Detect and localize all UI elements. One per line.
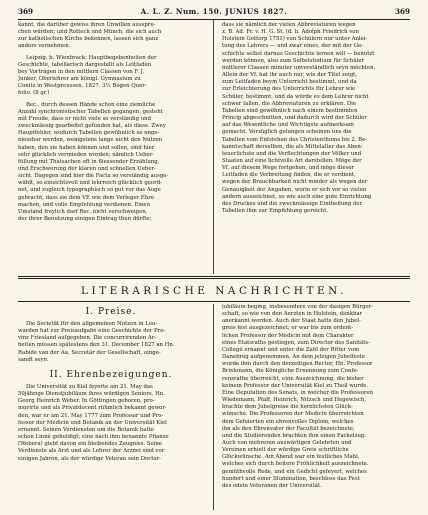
- section-title: LITERARISCHE NACHRICHTEN.: [81, 285, 347, 297]
- text-line: und Erschwerung der klaren und schnellen Ueber-: [18, 165, 156, 172]
- text-line: Umstand freylich darf Rec. nicht verschweigen,: [18, 208, 148, 215]
- page-number-right: 369: [394, 7, 410, 16]
- bottom-left-column: [18, 304, 204, 509]
- text-line: Georg Heinrich Weber. In Göttingen geboren, pro-: [18, 398, 155, 405]
- text-line: Vf. auf diesem Wege fortgehen, und möge dieser: [222, 165, 355, 172]
- text-line: werden können, also zum Selbststudium für Schüler: [222, 57, 365, 64]
- text-line: machen, und volle Empfehlung verdienen. Einen: [18, 201, 151, 208]
- text-line: anders vernehmen.: [18, 43, 71, 50]
- text-line: kanntschaft derselben, die als Mittelalter das Aben-: [222, 143, 363, 150]
- text-line: tung des Lehrers — und zwar eines, der mit der Ge-: [222, 43, 364, 50]
- text-line: niessbar werden, wenigstens lange nicht den Nutzen: [18, 137, 163, 144]
- text-line: auf das Wesentliche und Wichtigste aufmerksam: [222, 122, 354, 129]
- text-line: folio. (8 gr.): [18, 90, 50, 97]
- text-line: zur katholischen Kirche bekennen, lassen sich ganz: [18, 36, 159, 43]
- text-line: mittlerer Classen minuter unverständlich seyn möchten.: [222, 64, 376, 71]
- text-line: brachte dem Jubelgreise die herzlichsten Glück-: [222, 404, 353, 411]
- text-line: 50jährige Dienstjubiläum ihres würdigen Seniors, Hn.: [18, 391, 165, 398]
- text-line: chen würden; und Rotteck und Münch, die sich auch: [18, 29, 162, 36]
- page-number-left: 369: [18, 7, 34, 16]
- text-line: movirte und als Privatdocent rühmlich bekannt gewor-: [18, 405, 167, 412]
- text-line: jubiläum beging, insbesondere von der dasigen Bürger-: [222, 304, 374, 310]
- top-left-column: [18, 22, 204, 272]
- text-line: und die Studierenden brachten ihm einen Fackelzug.: [222, 432, 367, 439]
- text-line: wählt, so einsichtsvoll und lehrreich glücklich geord-: [18, 180, 162, 187]
- text-line: Genauigkeit der Angaben, worin er sich vor so vielen: [222, 186, 367, 193]
- header-title: A. L. Z. Num. 150. JUNIUS 1827.: [140, 7, 288, 16]
- top-right-column: [222, 22, 410, 272]
- text-line: der ihrer Benutzung einigen Eintrag thun dürfte;: [18, 216, 152, 223]
- text-line: Verdienste als Arzt und als Lehrer der Arznei sind vor: [18, 448, 165, 455]
- text-line: Leitfaden die Verbreitung finden, die er verdient,: [222, 172, 356, 179]
- text-line: Glückwünsche. Am Abend war ein festliches Mahl,: [222, 454, 360, 461]
- text-line: schwer fallen, die Abbreviaturen zu erklären. Die: [222, 100, 357, 107]
- text-line: eines Etatsraths gestiegen, zum Director des Sanitäts-: [222, 339, 370, 346]
- text-line: vinz Friesland aufgegeben. Die concurrirenden Ar-: [18, 335, 157, 342]
- text-line: bey Vorträgen in den mittlern Classen von F. J.: [18, 68, 145, 75]
- text-line: renzrathe überreicht, eine Auszeichnung, die bisher: [222, 375, 364, 382]
- text-line: hundert und einer Illumination, beschloss das Fest: [222, 475, 360, 482]
- text-line: lichen Professor der Medicin mit dem Charakter: [222, 332, 354, 339]
- text-line: Danebrog aufgenommen. An dem jetzigen Jubelfeste: [222, 354, 366, 361]
- text-line: Conitz in Westpreussen. 1827. 3½ Bogen Quer-: [18, 83, 147, 90]
- text-line: Staaten auf eine lichtvolle Art darstellen. Möge der: [222, 157, 362, 164]
- text-line: teuerlichste und die Verflechtungen der Völker und: [222, 150, 362, 157]
- text-line: warden hat zur Preisaufgabe eine Geschichte der Pro-: [18, 328, 166, 335]
- text-line: net, und zugleich typographisch so gut vor das Auge: [18, 187, 161, 194]
- text-line: greis fest ausgezeichnet; er war bis zum ordent-: [222, 325, 354, 332]
- text-line: Vereinen erhielt der würdige Greis schriftliche: [222, 447, 349, 454]
- text-line: füllung mit Thatsachen oft in fliessender Erzählung,: [18, 158, 160, 165]
- column-divider-top: [213, 20, 214, 274]
- section-rule-top: [18, 276, 410, 279]
- text-line: Tabellen sind gewöhnlich nach einem bestimmten: [222, 107, 358, 114]
- text-line: Schüler, bestimmt, und da würde es dem Lehrer nicht: [222, 93, 369, 100]
- text-line: mit Freude, dass er nicht viele so verständig und: [18, 115, 152, 122]
- text-line: Princip abgeschnitten, und dadurch wird der Schüler: [222, 115, 367, 122]
- text-line: Auch von mehreren auswärtigen Gelehrten und: [222, 439, 352, 446]
- running-header: [18, 6, 410, 18]
- text-line: z. B. Ad. Fr. v. H. G. St. (d. h. Adolph Friedrich von: [222, 29, 359, 36]
- text-line: Rabide van der Aa, Secretär der Gesellschaft, einge-: [18, 349, 161, 356]
- text-line: keinem Professor der Universität Kiel zu Theil wurde.: [222, 382, 369, 389]
- text-line: fessor der Medicin und Botanik an der Universität Kiel: [18, 419, 167, 426]
- text-line: des Druckes und die zweckmässige Eintheilung der: [222, 200, 363, 207]
- text-line: anerkannt worden. Auch der Staat hatte den Jubel-: [222, 318, 361, 325]
- text-line: sandt seyn.: [18, 356, 49, 363]
- text-line: Tabellen ihm zur Empfehlung gereicht.: [222, 208, 329, 215]
- text-line: sehr glücklich vermieden worden; nämlich Ueber-: [18, 151, 155, 158]
- text-line: schichte selbst darnus Geschichte lernen will — benutzt: [222, 50, 375, 57]
- text-line: zur Erleichterung des Unterrichts für Lehrer wie: [222, 86, 356, 93]
- text-line: dem Gefeierten ein ehrenvolles Diplom, welches: [222, 418, 354, 425]
- text-line: Junker, Oberlehrer am königl. Gymnasium zu: [18, 76, 141, 83]
- text-line: Collegii ernannt und unter die Zahl der Ritter vom: [222, 346, 360, 353]
- text-line: Brinkmann, die Königliche Ernennung zum Confe-: [222, 368, 359, 375]
- text-line: gemacht. Vorzüglich gelungen scheinen uns die: [222, 129, 352, 136]
- text-line: Leipzig, b. Wienbrack: Hauptbegebenheiten der: [26, 54, 157, 61]
- text-line: zweckmässig gearbeitet gefunden hat, als diese. Zwey: [18, 123, 166, 130]
- text-line: gemüthvolle Rede, und ein Gedicht gefeyert, welches: [222, 468, 368, 475]
- text-line: ernannt. Seinen Verdiensten um die Botanik hatte: [18, 426, 154, 433]
- text-line: andern auszeichnet, so wie auch eine gute Einrichtung: [222, 193, 372, 200]
- text-line: des edeln Veteranen der Universität.: [222, 482, 322, 489]
- text-line: Die Societät für den allgemeinen Nutzen in Leu-: [26, 321, 158, 327]
- text-line: haben, den sie haben können und sollen, sind hier: [18, 144, 155, 151]
- text-line: Eine Deputation des Senats, in welcher die Professoren: [222, 389, 374, 396]
- text-line: Wiedemann, Pfaff, Heinrich, Nitzsch und Hegewisch,: [222, 397, 367, 404]
- header-rule: [18, 19, 410, 20]
- text-line: welches sich durch heitere Fröhlichkeit auszeichnete.: [222, 461, 369, 468]
- text-line: (Webera) giebt davon ein bleibendes Zeugniss. Seine: [18, 441, 162, 448]
- heading-ehrenbezeigungen: II. Ehrenbezeigungen.: [49, 369, 173, 380]
- text-line: einigen Jahren, als der würdige Veteran sein Doctor-: [18, 455, 161, 462]
- text-line: zum Leitfaden beym Unterricht bestimmt, und da: [222, 79, 357, 86]
- text-line: gebracht, dass sie dem VE wie dem Verleger Ehre: [18, 194, 154, 201]
- text-line: Allein der Vf. hat ihr auch nur, wie der Titel zeigt,: [222, 72, 357, 79]
- text-line: wurde ihm durch den derzeitigen Rector, Hn. Professor: [222, 361, 373, 368]
- section-rule-bottom: [18, 301, 410, 302]
- text-line: Holstein Gottorp 1751) von Schülern nur unter Anlei-: [222, 36, 368, 43]
- text-line: Hauptfehler, wodurch Tabellen gewöhnlich so unge-: [18, 130, 160, 137]
- text-line: Geschichte, tabellarisch dargestellt als Leitfaden: [18, 61, 152, 68]
- text-line: wünsche. Die Professoren der Medicin überreichten: [222, 411, 364, 418]
- text-line: schon Linné gehuldigt; eine nach ihm benannte Pflanze: [18, 434, 169, 441]
- text-line: beiten müssen spätestens den 31. December 1827 an Hn.: [18, 342, 175, 349]
- text-line: Anzahl synchronistischer Tabellen gegangen, gesteht: [18, 108, 163, 115]
- text-line: ihn als den Ehrenvater der Facultät bezeichnete,: [222, 425, 355, 432]
- text-line: wegen der Brauchbarkeit nicht minder als wegen der: [222, 179, 368, 186]
- text-line: dass sie nämlich der vielen Abbreviaturen wegen: [222, 22, 356, 28]
- text-line: Rec., durch dessen Hände schon eine ziemliche: [26, 101, 156, 108]
- heading-preise: I. Preise.: [85, 307, 137, 317]
- column-divider-bottom: [213, 304, 214, 510]
- text-line: Tabellen vom Entstehen des Christenthums bis 2. Be-: [222, 136, 368, 143]
- text-line: kannt, die darüber gewiss ihren Unwillen ausspre-: [18, 22, 156, 28]
- text-line: den, war er am 21. May 1777 zum Professor und Pro-: [18, 412, 164, 419]
- text-line: sicht. Dagegen sind hier die Facta so verständig ausge-: [18, 173, 169, 180]
- text-line: schaft, so wie von den Aerzten in Holstein, dankbar: [222, 311, 363, 318]
- text-line: Die Universität zu Kiel feyerte am 21. May das: [26, 383, 153, 390]
- bottom-right-column: [222, 304, 410, 509]
